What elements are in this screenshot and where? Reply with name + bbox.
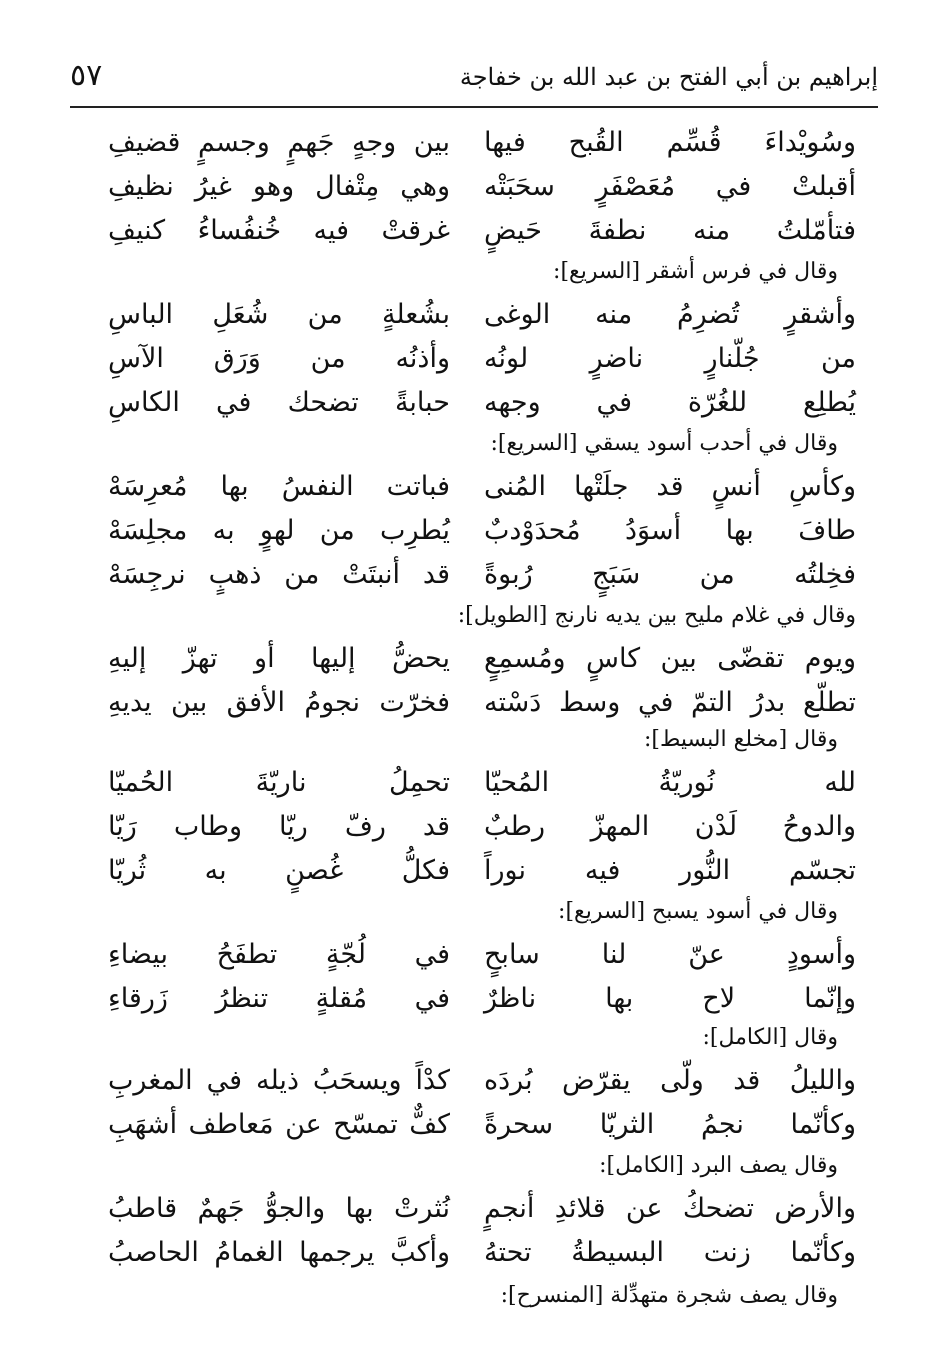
second-hemistich: وهي مِتْفال وهو غيرُ نظيفِ [108,171,450,202]
second-hemistich: كدْاً ويسحَبُ ذيله في المغربِ [108,1065,450,1096]
first-hemistich: لله نُوريّةُ المُحيّا [484,767,856,798]
poem-intro: وقال في غلام مليح بين يديه نارنج [الطويل]: [457,603,856,628]
first-hemistich: والأرض تضحكُ عن قلائدِ أنجمٍ [484,1193,856,1224]
second-hemistich: فباتت النفسُ بها مُعرِسَهْ [108,471,450,502]
poem-intro: وقال يصف شجرة متهدِّلة [المنسرح]: [500,1283,838,1308]
first-hemistich: تطلّع بدرُ التمّ في وسط دَسْته [484,687,856,718]
verse-line [0,120,948,166]
second-hemistich: قد رفّ ريّا وطاب رَيّا [108,811,450,842]
second-hemistich: يُطرِب من لهوٍ به مجلِسَهْ [108,515,450,546]
first-hemistich: وإنّما لاح بها ناظرٌ [484,983,856,1014]
first-hemistich: وأشقرٍ تُضرِمُ منه الوغى [484,299,856,330]
second-hemistich: تحمِلُ ناريّةَ الحُميّا [108,767,450,798]
verse-line [0,1186,948,1232]
verse-line [0,932,948,978]
first-hemistich: فتأمّلتُ منه نطفةَ حَيضٍ [484,215,856,246]
verse-line [0,804,948,850]
first-hemistich: وسُويْداءَ قُسِّم القُبح فيها [484,127,856,158]
second-hemistich: بشُعلةٍ من شُعَلِ الباسِ [108,299,450,330]
first-hemistich: يُطلِع للغُرّة في وجهه [484,387,856,418]
second-hemistich: غرقتْ فيه خُنفُساءُ كنيفِ [108,215,450,246]
poem-intro: وقال في أحدب أسود يسقي [السريع]: [490,431,838,456]
second-hemistich: قد أنبتَتْ من ذهبٍ نرجِسَهْ [108,559,450,590]
second-hemistich: يحضُّ إليها أو تهزّ إليهِ [108,643,450,674]
poem-intro: وقال في فرس أشقر [السريع]: [553,259,838,284]
verse-line [0,208,948,254]
second-hemistich: بين وجهٍ جَهمٍ وجسمٍ قضيفِ [108,127,450,158]
second-hemistich: وأكبَّ يرجمها الغمامُ الحاصبُ [108,1237,450,1268]
verse-line [0,848,948,894]
first-hemistich: طافَ بها أسوَدُ مُحدَوْدبٌ [484,515,856,546]
first-hemistich: والليلُ قد ولّى يقرّض بُردَه [484,1065,856,1096]
second-hemistich: فخرّت نجومُ الأفق بين يديهِ [108,687,450,718]
header-divider [70,106,878,108]
verse-line [0,508,948,554]
page-number: ٥٧ [70,58,103,93]
verse-line [0,760,948,806]
first-hemistich: وكأنّما نجمُ الثريّا سحرةً [484,1109,856,1140]
second-hemistich: في لُجّةٍ تطفَحُ بيضاءِ [108,939,450,970]
verse-line [0,636,948,682]
first-hemistich: ويوم تقضّى بين كاسٍ ومُسمِعٍ [484,643,856,674]
verse-line [0,380,948,426]
verse-line [0,1230,948,1276]
second-hemistich: وأذنُه من وَرَق الآسِ [108,343,450,374]
verse-line [0,1102,948,1148]
first-hemistich: وأسودٍ عنّ لنا سابحٍ [484,939,856,970]
second-hemistich: نُثرتْ بها والجوُّ جَهمٌ قاطبُ [108,1193,450,1224]
poem-intro: وقال يصف البرد [الكامل]: [599,1153,838,1178]
verse-line [0,976,948,1022]
verse-line [0,464,948,510]
verse-line [0,292,948,338]
first-hemistich: أقبلتْ في مُعَصْفَرٍ سحَبَتْه [484,171,856,202]
second-hemistich: كفٌّ تمسّح عن مَعاطف أشهَبِ [108,1109,450,1140]
first-hemistich: والدوحُ لَدْن المهزّ رطبٌ [484,811,856,842]
verse-line [0,336,948,382]
second-hemistich: في مُقلةٍ تنظرُ زَرقاءِ [108,983,450,1014]
second-hemistich: حبابةً تضحك في الكاسِ [108,387,450,418]
first-hemistich: وكأسِ أنسٍ قد جلَتْها المُنى [484,471,856,502]
poem-intro: وقال في أسود يسبح [السريع]: [558,899,838,924]
verse-line [0,164,948,210]
first-hemistich: وكأنّما زنت البسيطةُ تحتهُ [484,1237,856,1268]
running-header: إبراهيم بن أبي الفتح بن عبد الله بن خفاجة [459,63,878,91]
verse-line [0,1058,948,1104]
second-hemistich: فكلُّ غُصنٍ به ثُريّا [108,855,450,886]
first-hemistich: من جُلّنارٍ ناضرٍ لونُه [484,343,856,374]
poem-intro: وقال [مخلع البسيط]: [644,727,838,752]
poem-intro: وقال [الكامل]: [702,1025,838,1050]
first-hemistich: فخِلتُه من سَبَجٍ رُبوةً [484,559,856,590]
verse-line [0,552,948,598]
first-hemistich: تجسّم النُّور فيه نوراً [484,855,856,886]
